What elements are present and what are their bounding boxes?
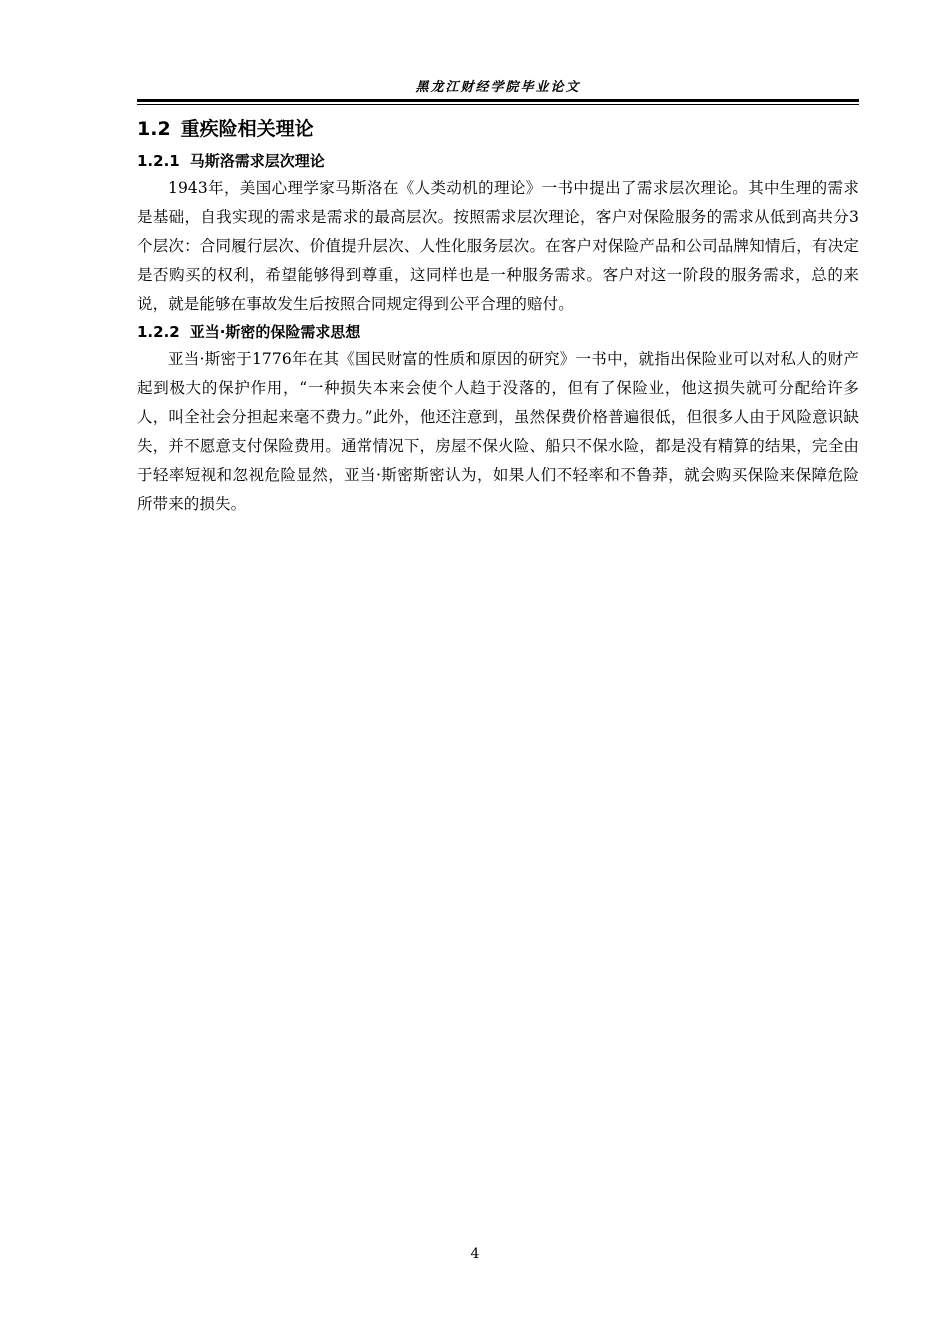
subsection-heading-1 xyxy=(137,148,859,174)
running-header-title: 黑龙江财经学院毕业论文 xyxy=(415,80,581,95)
section-number: 1.2 xyxy=(137,118,171,140)
page-body xyxy=(137,114,859,519)
paragraph-adam-smith: 亚当·斯密于1776年在其《国民财富的性质和原因的研究》一书中，就指出保险业可以对私人的财产起到极大的保护作用，“一种损失本来会使个人趋于没落的，但有了保险业，他这损失就可分配给许多人，叫全社会分担起来毫不费力。”此外，他还注意到，虽然保费价格普遍很低，但很多人由于风险意识缺失，并不愿意支付保险费用。通常情况下，房屋不保火险、船只不保水险，都是没有精算的结果，完全由于轻率短视和忽视危险显然，亚当·斯密斯密认为，如果人们不轻率和不鲁莽，就会购买保险来保障危险所带来的损失。 xyxy=(137,350,859,513)
subsection-number: 1.2.2 xyxy=(137,323,180,341)
header-rule-thin xyxy=(137,104,859,105)
subsection-number: 1.2.1 xyxy=(137,152,180,170)
page-number: 4 xyxy=(470,1246,480,1262)
subsection-heading-2 xyxy=(137,319,859,345)
section-heading xyxy=(137,114,859,144)
header-rule-thick xyxy=(137,99,859,102)
paragraph-maslow: 1943年，美国心理学家马斯洛在《人类动机的理论》一书中提出了需求层次理论。其中生理的需求是基础，自我实现的需求是需求的最高层次。按照需求层次理论，客户对保险服务的需求从低到高共分3个层次：合同履行层次、价值提升层次、人性化服务层次。在客户对保险产品和公司品牌知情后，有决定是否购买的权利，希望能够得到尊重，这同样也是一种服务需求。客户对这一阶段的服务需求，总的来说，就是能够在事故发生后按照合同规定得到公平合理的赔付。 xyxy=(137,179,859,313)
subsection-title: 马斯洛需求层次理论 xyxy=(189,152,325,170)
section-title: 重疾险相关理论 xyxy=(180,118,314,140)
subsection-title: 亚当·斯密的保险需求思想 xyxy=(189,323,361,341)
